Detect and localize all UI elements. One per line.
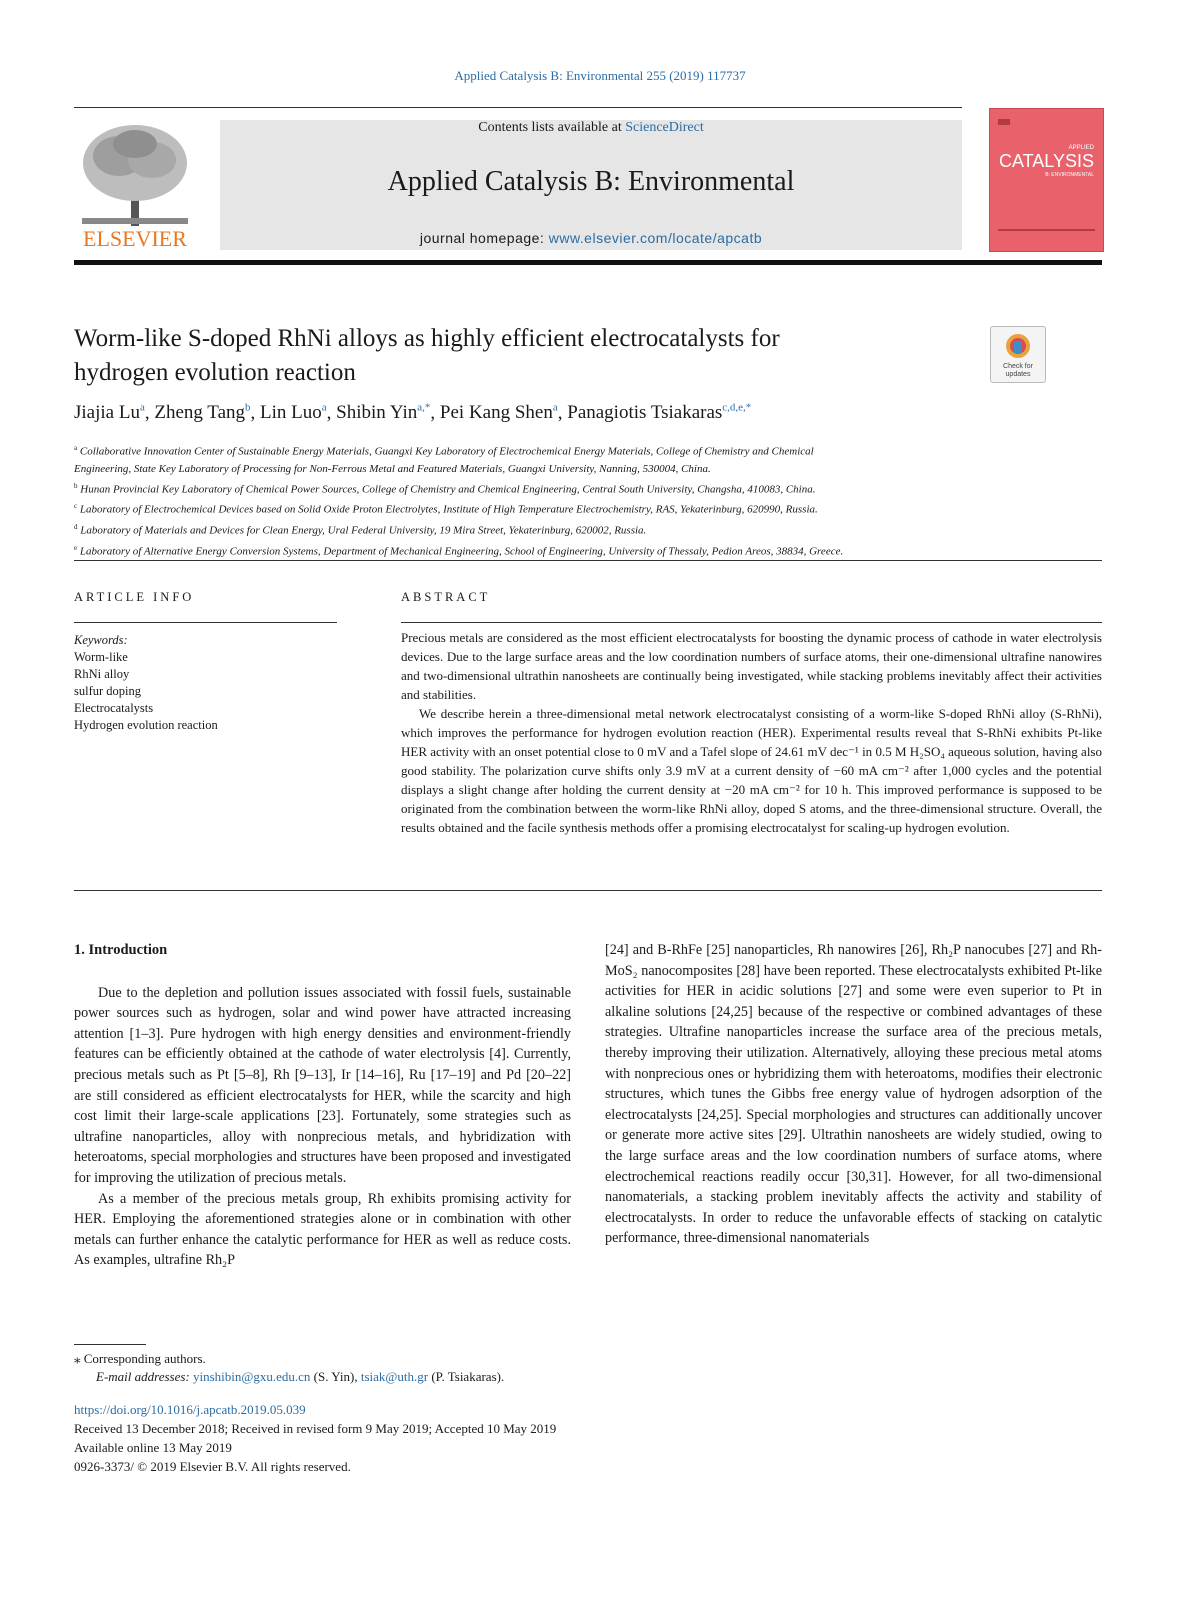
body-paragraph: Due to the depletion and pollution issues associated with fossil fuels, sustainable power sources such as hydrogen, solar and wind power have attracted increasing attention [1–3]. Pure hydrogen with high energy densities and environment-friendly features can be efficiently obtained at the cathode of water electrolysis [4]. Currently, precious metals such as Pt [5–8], Rh [9–13], Ir [14–16], Ru [17–19] and Pd [20–22] are still considered as efficient electrocatalysts for HER, while the scarcity and high cost limit their large-scale applications [23]. Fortunately, some strategies such as ultrafine nanoparticles, alloy with nonprecious metals, and hybridization with heteroatoms, special morphologies and structures have been proposed and investigated for improving the utilization of precious metals. — [74, 984, 571, 1186]
body-paragraph: As a member of the precious metals group, Rh exhibits promising activity for HER. Employing the aforementioned strategies alone or in combination with other metals can further enhance the catalytic performance for HER as well as reduce costs. As examples, ultrafine Rh₂P — [74, 1190, 571, 1269]
cover-text-sub: B: ENVIRONMENTAL — [1045, 172, 1094, 178]
homepage-link[interactable]: www.elsevier.com/locate/apcatb — [548, 230, 763, 246]
keyword: RhNi alloy — [74, 667, 130, 681]
running-head[interactable]: Applied Catalysis B: Environmental 255 (2019) 117737 — [454, 68, 746, 83]
homepage-prefix: journal homepage: — [419, 230, 549, 246]
body-column-left — [74, 940, 571, 1271]
body-paragraph: [24] and B-RhFe [25] nanoparticles, Rh nanowires [26], Rh₂P nanocubes [27] and Rh-MoS₂ nanocomposites [28] have been reported. These electrocatalysts exhibited Pt-like activities for HER in acidic solutions [27] and some were even superior to Pt in alkaline solutions [24,25] because of the respective or combined advantages of these strategies. Ultrafine nanoparticles increase the surface area of the precious metals, thereby improving their utilization. Alternatively, alloying these precious metal atoms with nonprecious ones or hybridizing them with heteroatoms, modifies their electronic structures, which tunes the Gibbs free energy value of hydrogen adsorption of the electrocatalysts [24,25]. Special morphologies and structures can additionally uncover or generate more active sites [29]. Ultrathin nanosheets are widely studied, owing to the large surface areas and the low coordination numbers of surface atoms, where electrochemical reactions readily occur [30,31]. However, for all two-dimensional nanomaterials, a stacking problem inevitably affects the activity and stability of electrocatalysts. In order to reduce the unfavorable effects of stacking on catalytic performance, three-dimensional nanomaterials — [605, 942, 1102, 1247]
cover-text-main: CATALYSIS — [998, 151, 1094, 171]
received-dates: Received 13 December 2018; Received in revised form 9 May 2019; Accepted 10 May 2019 — [74, 1421, 557, 1436]
affiliation: $^c$ Laboratory of Electrochemical Devices based on Solid Oxide Proton Electrolytes, Institute of High Temperature Electrochemistry, RAS, Yekaterinburg, 620990, Russia. — [74, 502, 818, 516]
abstract-paragraph: We describe herein a three-dimensional metal network electrocatalyst consisting of a worm-like S-doped RhNi alloy (S-RhNi), which improves the performance for hydrogen evolution reaction (HER). Experimental results reveal that S-RhNi exhibits Pt-like HER activity with an onset potential close to 0 mV and a Tafel slope of 24.61 mV dec⁻¹ in 0.5 M H₂SO₄ aqueous solution, having also good stability. The polarization curve shifts only 3.9 mV at a current density of −60 mA cm⁻² after 1,000 cycles and the potential displays a slight change after holding the current density at −20 mA cm⁻² for 10 h. This improved performance is supposed to be originated from the combination between the worm-like RhNi alloy, doped S atoms, and the three-dimensional structure. Overall, the results obtained and the facile synthesis methods offer a promising electrocatalyst for scaling-up hydrogen evolution. — [401, 706, 1102, 835]
affiliation: $^b$ Hunan Provincial Key Laboratory of Chemical Power Sources, College of Chemistry and Chemical Engineering, Central South University, Changsha, 410083, China. — [74, 481, 816, 496]
check-for-updates-button[interactable] — [990, 326, 1046, 383]
header-thick-rule — [74, 260, 1102, 265]
article-title-line2: hydrogen evolution reaction — [74, 359, 356, 386]
journal-title: Applied Catalysis B: Environmental — [387, 166, 795, 197]
email-link[interactable]: tsiak@uth.gr — [360, 1369, 429, 1384]
body-column-right — [605, 940, 1102, 1249]
author-list: Jiajia Lu$^a$, Zheng Tang$^b$, Lin Luo$^a$, Shibin Yin$^{a,*}$, Pei Kang Shen$^a$, Panagiotis Tsiakaras$^{c,d,e,*}$ — [74, 402, 752, 424]
keyword: Hydrogen evolution reaction — [74, 718, 218, 732]
doi-link[interactable]: https://doi.org/10.1016/j.apcatb.2019.05.039 — [74, 1402, 306, 1417]
crossmark-label-1: Check for — [1003, 363, 1033, 370]
publication-info — [74, 1400, 774, 1476]
divider — [74, 622, 337, 623]
top-rule — [74, 107, 962, 108]
author: Panagiotis Tsiakaras$^{c,d,e,*}$ — [567, 402, 752, 424]
available-online: Available online 13 May 2019 — [74, 1440, 232, 1455]
author: Zheng Tang$^b$ — [154, 402, 251, 424]
author: Pei Kang Shen$^a$ — [439, 402, 558, 424]
cover-text-top: APPLIED — [1068, 145, 1094, 151]
divider — [74, 890, 1102, 891]
footnotes — [74, 1350, 774, 1386]
email-line: E-mail addresses: yinshibin@gxu.edu.cn (S. Yin), tsiak@uth.gr (P. Tsiakaras). — [96, 1369, 505, 1384]
abstract-heading: ABSTRACT — [401, 590, 491, 604]
tree-logo-icon — [74, 118, 196, 250]
article-title — [74, 322, 934, 390]
keyword: Worm-like — [74, 650, 128, 664]
copyright: 0926-3373/ © 2019 Elsevier B.V. All rights reserved. — [74, 1459, 351, 1474]
affiliation: $^e$ Laboratory of Alternative Energy Conversion Systems, Department of Mechanical Engineering, School of Engineering, University of Thessaly, Pedion Areos, 38834, Greece. — [74, 543, 844, 558]
corresponding-note: ⁎ Corresponding authors. — [74, 1351, 206, 1366]
contents-line — [220, 120, 962, 136]
crossmark-icon — [991, 327, 1045, 382]
affiliation: Engineering, State Key Laboratory of Processing for Non-Ferrous Metal and Featured Materials, Guangxi University, Nanning, 530004, China. — [74, 462, 711, 475]
footnote-rule — [74, 1344, 146, 1345]
crossmark-label-2: updates — [1005, 371, 1031, 378]
abstract-paragraph: Precious metals are considered as the most efficient electrocatalysts for boosting the dynamic process of cathode in water electrolysis devices. Due to the large surface areas and the low coordination numbers of surface atoms, their one-dimensional ultrafine nanowires and two-dimensional ultrathin nanosheets are continually being investigated, while stacking problems inevitably affect their activities and stabilities. — [401, 630, 1102, 702]
email-link[interactable]: yinshibin@gxu.edu.cn — [193, 1369, 311, 1384]
author: Jiajia Lu$^a$ — [74, 402, 145, 424]
keyword: sulfur doping — [74, 684, 142, 698]
contents-prefix: Contents lists available at — [478, 120, 626, 135]
affiliations — [74, 440, 1102, 560]
journal-cover[interactable] — [989, 108, 1104, 252]
article-title-line1: Worm-like S-doped RhNi alloys as highly efficient electrocatalysts for — [74, 325, 780, 352]
divider — [74, 560, 1102, 561]
section-heading: 1. Introduction — [74, 942, 168, 958]
keywords-label: Keywords: — [74, 633, 128, 647]
elsevier-logo — [74, 118, 196, 250]
journal-cover-art — [990, 109, 1103, 251]
abstract-text — [401, 628, 1102, 837]
author: Shibin Yin$^{a,*}$ — [336, 402, 431, 424]
keyword: Electrocatalysts — [74, 701, 154, 715]
author: Lin Luo$^a$ — [260, 402, 327, 424]
affiliation: $^d$ Laboratory of Materials and Devices for Clean Energy, Ural Federal University, 19 Mira Street, Yekaterinburg, 620002, Russia. — [74, 522, 647, 537]
article-info-heading: ARTICLE INFO — [74, 590, 195, 604]
divider — [401, 622, 1102, 623]
keywords-list — [74, 632, 218, 734]
homepage-line — [220, 230, 962, 246]
sciencedirect-link[interactable]: ScienceDirect — [625, 120, 704, 135]
publisher-logo-text: ELSEVIER — [83, 226, 187, 250]
affiliation: $^a$ Collaborative Innovation Center of Sustainable Energy Materials, Guangxi Key Laboratory of Electrochemical Energy Materials, College of Chemistry and Chemical — [74, 444, 814, 458]
